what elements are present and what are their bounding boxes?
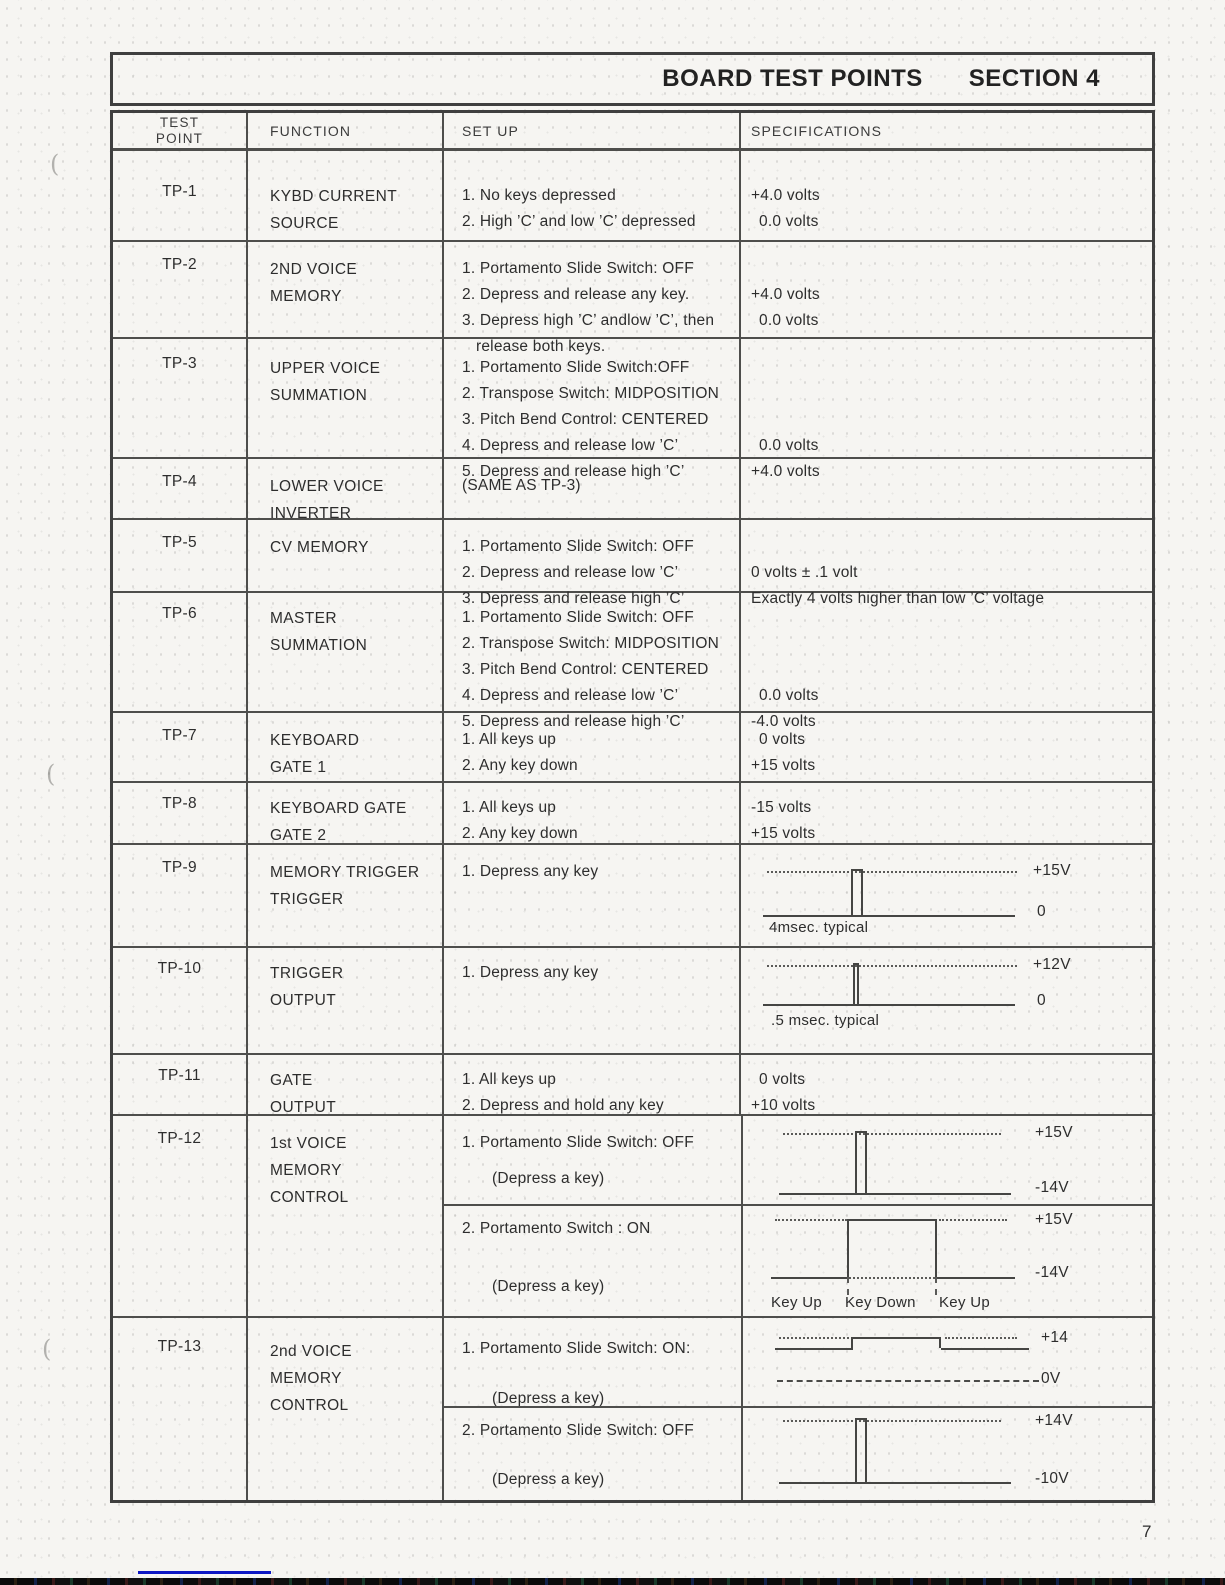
waveform-top-label: +15V [1035, 1211, 1073, 1229]
setup-cell: 1. Portamento Slide Switch: OFF 2. Depress and release low ’C’ 3. Depress and release high ’C’ [442, 520, 739, 591]
specs-cell [739, 845, 1152, 946]
function-cell: MEMORY TRIGGER TRIGGER [246, 845, 442, 946]
waveform-bottom-label: 0V [1041, 1370, 1061, 1387]
waveform-baseline [763, 915, 1015, 917]
setup-cell: 1. No keys depressed 2. High ’C’ and low ’C’ depressed [442, 151, 739, 240]
blue-underline-mark [138, 1571, 271, 1574]
tp13-subrow-2 [444, 1406, 1152, 1500]
specs-cell: 0 volts +15 volts [739, 713, 1152, 781]
waveform-top-label: +15V [1033, 862, 1071, 879]
setup-cell: 1. Portamento Slide Switch: OFF 2. Transpose Switch: MIDPOSITION 3. Pitch Bend Control: CENTERED 4. Depress and release low ’C’ 5. Depress and release high ’C’ [442, 593, 739, 711]
waveform-bottom-label: -14V [1035, 1264, 1069, 1282]
waveform-caption: .5 msec. typical [771, 1012, 880, 1029]
waveform-high-segment [847, 1219, 937, 1277]
function-cell: UPPER VOICE SUMMATION [246, 339, 442, 457]
waveform-dotted-level-right [939, 1219, 1007, 1221]
waveform-bottom-label: 0 [1037, 903, 1046, 920]
tp12-subrow-2 [444, 1204, 1152, 1316]
waveform-dotted-level [767, 871, 1017, 873]
table-row-tp13 [113, 1316, 1152, 1500]
setup-cell: 1. Portamento Slide Switch: OFF (Depress a key) [462, 1134, 694, 1187]
waveform-caption: 4msec. typical [769, 919, 869, 936]
waveform-pulse [853, 963, 859, 1004]
tp13-subrow-1 [444, 1318, 1152, 1406]
waveform-dotted-level [783, 1420, 1001, 1422]
tp12-subrow-1 [444, 1116, 1152, 1204]
waveform-dotted-level [783, 1133, 1001, 1135]
scan-mark: ( [42, 1335, 52, 1363]
function-cell: KYBD CURRENT SOURCE [246, 151, 442, 240]
function-cell: 2ND VOICE MEMORY [246, 242, 442, 337]
waveform-pulse [855, 1131, 867, 1193]
waveform-high-segment [851, 1337, 941, 1348]
function-cell: MASTER SUMMATION [246, 593, 442, 711]
function-cell: TRIGGER OUTPUT [246, 948, 442, 1053]
setup-cell: 1. Depress any key [442, 948, 739, 1053]
title-box [110, 52, 1155, 106]
specs-cell [741, 1318, 1152, 1406]
function-cell: KEYBOARD GATE 1 [246, 713, 442, 781]
test-point-id: TP-6 [162, 605, 197, 622]
key-up-label-left: Key Up [771, 1294, 822, 1312]
setup-cell: 1. All keys up 2. Any key down [442, 783, 739, 843]
tp12-subrows [442, 1116, 1152, 1316]
table-row-tp11 [113, 1053, 1152, 1114]
specs-cell [741, 1408, 1152, 1500]
specs-cell: +4.0 volts 0.0 volts [739, 151, 1152, 240]
waveform-pulse [855, 1418, 867, 1482]
setup-cell: 1. All keys up 2. Any key down [442, 713, 739, 781]
table-row-tp12 [113, 1114, 1152, 1316]
table-row-tp3 [113, 337, 1152, 480]
setup-cell: 1. Portamento Slide Switch: ON: (Depress a key) [462, 1340, 691, 1407]
function-cell: CV MEMORY [246, 520, 442, 591]
waveform-baseline-left [771, 1277, 847, 1279]
waveform-mid-right [941, 1348, 1029, 1350]
setup-cell: 2. Portamento Switch : ON (Depress a key) [462, 1220, 651, 1296]
tp13-subrows [442, 1318, 1152, 1500]
waveform-bottom-label: -10V [1035, 1470, 1069, 1487]
scan-mark: ( [50, 150, 60, 178]
setup-cell: 1. All keys up 2. Depress and hold any key [442, 1055, 739, 1114]
function-cell: KEYBOARD GATE GATE 2 [246, 783, 442, 843]
waveform-top-label: +15V [1035, 1124, 1073, 1141]
specs-cell: 0.0 volts +4.0 volts [739, 339, 1152, 457]
waveform-baseline [763, 1004, 1015, 1006]
header-test-point: TEST POINT [155, 114, 204, 146]
waveform-dotted-level-right [945, 1337, 1017, 1339]
specs-cell: -15 volts +15 volts [739, 783, 1152, 843]
specs-cell: 0.0 volts -4.0 volts [739, 593, 1152, 711]
table-row-tp8 [113, 781, 1152, 843]
test-points-table [110, 110, 1155, 1503]
waveform-top-label: +12V [1033, 956, 1071, 973]
waveform-top-label: +14 [1041, 1329, 1069, 1346]
header-function: FUNCTION [246, 113, 442, 148]
function-cell: GATE OUTPUT [246, 1055, 442, 1114]
header-set-up: SET UP [442, 113, 739, 148]
table-row-tp1 [113, 149, 1152, 240]
test-point-id: TP-7 [162, 727, 197, 744]
table-row-tp5 [113, 518, 1152, 607]
header-specifications: SPECIFICATIONS [739, 113, 1152, 148]
key-down-label: Key Down [845, 1294, 916, 1312]
scan-edge-band [0, 1578, 1225, 1585]
function-cell: 2nd VOICE MEMORY CONTROL [246, 1318, 442, 1500]
table-header-row [113, 113, 1152, 149]
test-point-id: TP-1 [162, 183, 197, 200]
waveform-baseline-right [937, 1277, 1015, 1279]
test-point-id: TP-3 [162, 355, 197, 372]
waveform-edge-dash-left [847, 1277, 849, 1295]
test-point-id: TP-4 [162, 473, 197, 490]
setup-cell: (SAME AS TP-3) [442, 459, 739, 518]
test-point-id: TP-10 [157, 960, 202, 977]
test-point-id: TP-12 [157, 1130, 202, 1147]
setup-cell: 1. Portamento Slide Switch: OFF 2. Depress and release any key. 3. Depress high ’C’ andlow ’C’, then release both keys. [442, 242, 739, 337]
waveform-edge-dash-right [935, 1277, 937, 1295]
table-row-tp6 [113, 591, 1152, 730]
specs-cell [739, 948, 1152, 1053]
test-point-id: TP-9 [162, 859, 197, 876]
specs-cell: 0 volts +10 volts [739, 1055, 1152, 1114]
section-label: SECTION 4 [968, 65, 1100, 92]
table-row-tp10 [113, 946, 1152, 1053]
waveform-dotted-level [767, 965, 1017, 967]
waveform-mid-left [775, 1348, 853, 1350]
setup-cell: 1. Portamento Slide Switch:OFF 2. Transpose Switch: MIDPOSITION 3. Pitch Bend Control: CENTERED 4. Depress and release low ’C’ 5. Depress and release high ’C’ [442, 339, 739, 457]
waveform-baseline [779, 1193, 1011, 1195]
test-point-id: TP-13 [157, 1338, 202, 1355]
setup-cell: 1. Depress any key [442, 845, 739, 946]
setup-cell: 2. Portamento Slide Switch: OFF (Depress a key) [462, 1422, 694, 1488]
scan-mark: ( [46, 760, 56, 788]
page-title: BOARD TEST POINTS [662, 65, 923, 92]
specs-cell [739, 459, 1152, 518]
table-row-tp2 [113, 240, 1152, 355]
waveform-dotted-level-left [779, 1337, 853, 1339]
test-point-id: TP-2 [162, 256, 197, 273]
table-row-tp9 [113, 843, 1152, 946]
waveform-bottom-label: -14V [1035, 1179, 1069, 1196]
specs-cell: +4.0 volts 0.0 volts [739, 242, 1152, 337]
waveform-pulse [851, 869, 863, 915]
key-up-label-right: Key Up [939, 1294, 990, 1312]
specs-cell [741, 1206, 1152, 1316]
waveform-top-label: +14V [1035, 1412, 1073, 1429]
specs-cell [741, 1116, 1152, 1204]
page-number: 7 [1142, 1522, 1152, 1541]
test-point-id: TP-11 [158, 1067, 201, 1084]
waveform-baseline-dotted [849, 1277, 935, 1279]
waveform-bottom-label: 0 [1037, 992, 1046, 1009]
test-point-id: TP-5 [162, 534, 197, 551]
test-point-id: TP-8 [162, 795, 197, 812]
waveform-dotted-level-left [775, 1219, 847, 1221]
table-row-tp4 [113, 457, 1152, 522]
function-cell: LOWER VOICE INVERTER [246, 459, 442, 518]
function-cell: 1st VOICE MEMORY CONTROL [246, 1116, 442, 1316]
table-row-tp7 [113, 711, 1152, 781]
specs-cell: 0 volts ± .1 volt Exactly 4 volts higher than low ’C’ voltage [739, 520, 1152, 591]
waveform-zero-dashed [777, 1380, 1039, 1382]
waveform-baseline [779, 1482, 1011, 1484]
